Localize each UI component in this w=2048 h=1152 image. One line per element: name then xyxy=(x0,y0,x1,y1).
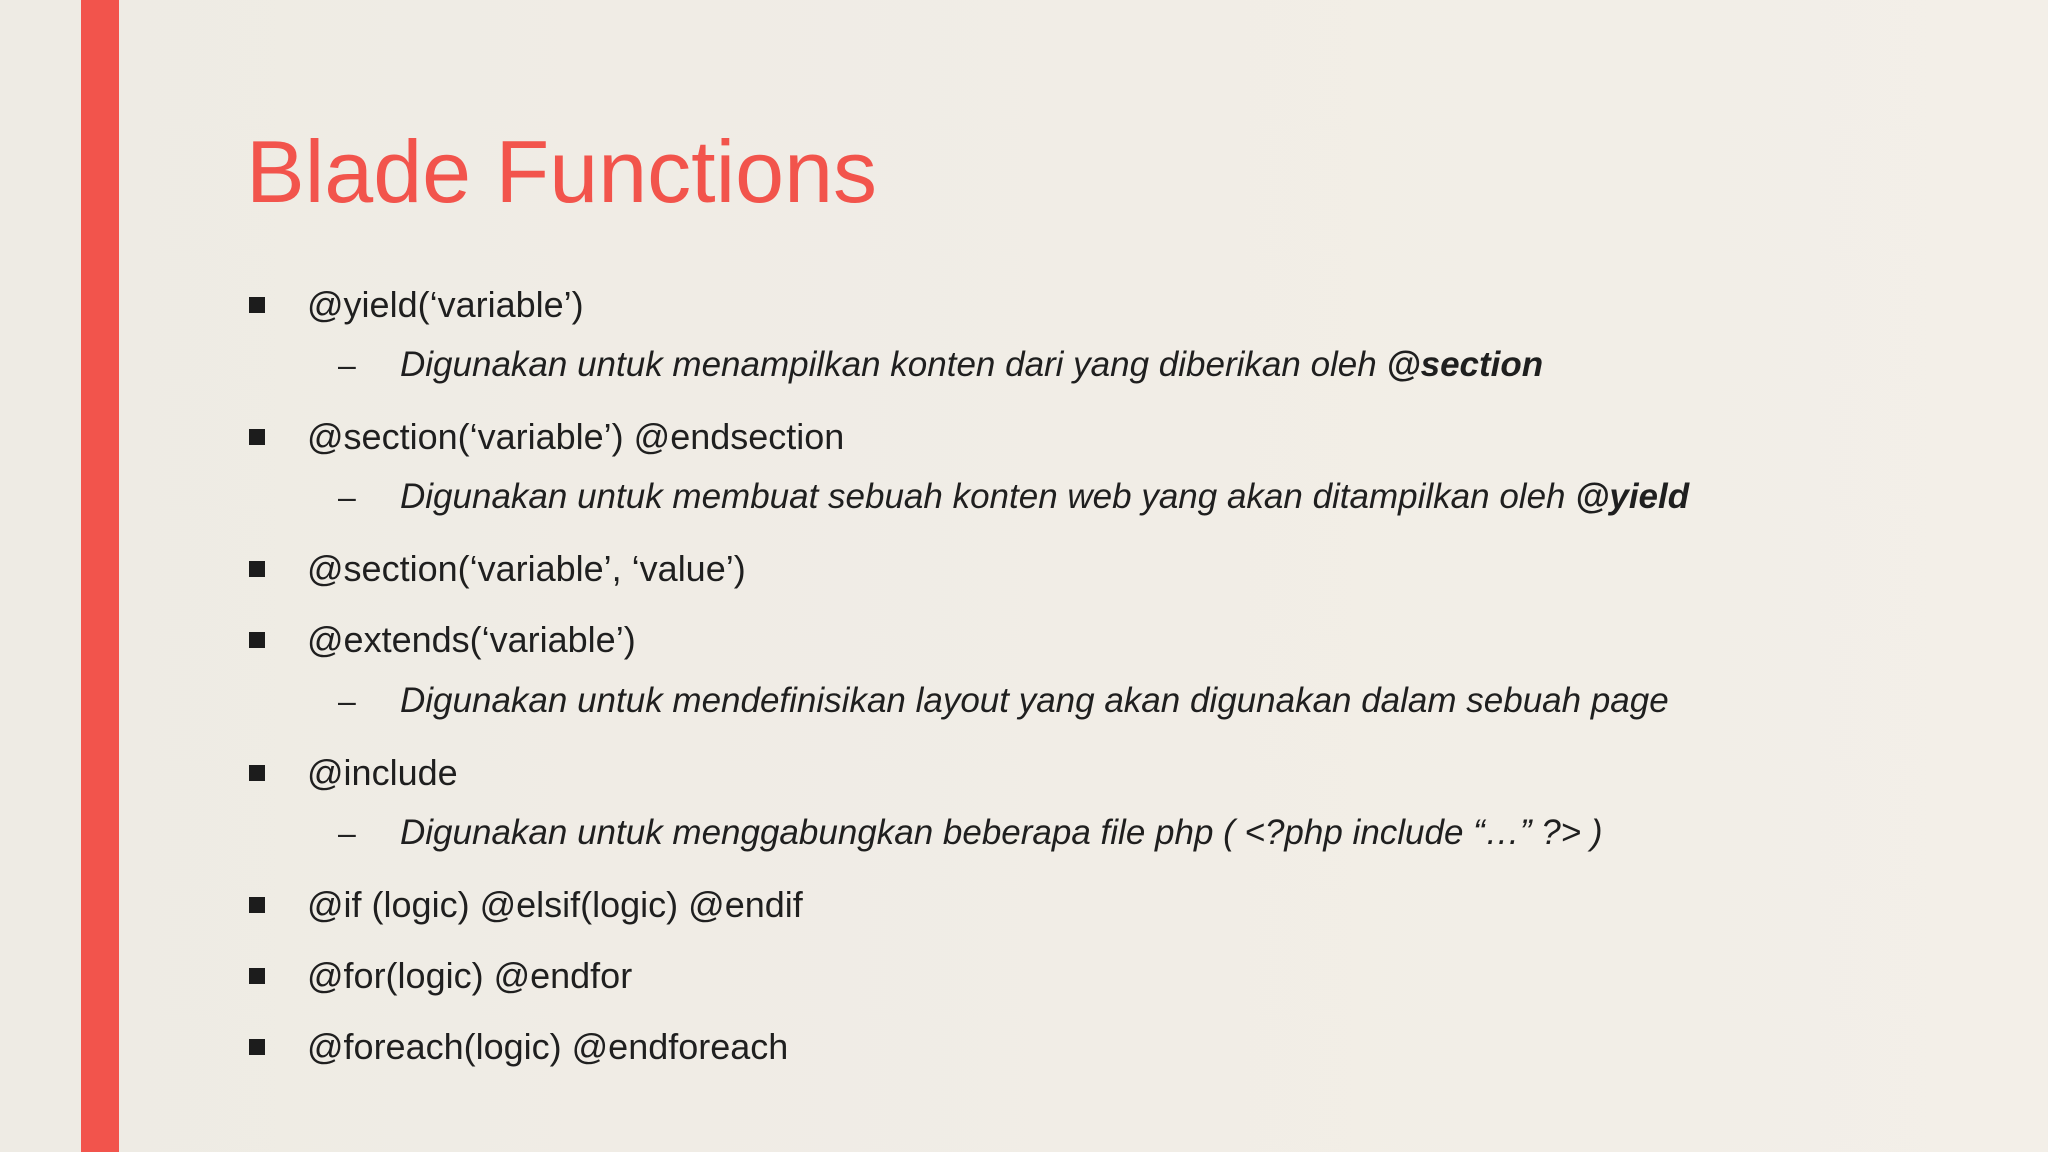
dash-bullet-icon: – xyxy=(338,815,356,851)
dash-bullet-icon: – xyxy=(338,347,356,383)
sub-bullet-yield-description xyxy=(338,341,1543,389)
sub-bullet-section-description xyxy=(338,473,1689,521)
bullet-text: @section(‘variable’) @endsection xyxy=(307,416,845,457)
bullet-foreach xyxy=(246,1023,788,1071)
bullet-square-icon xyxy=(249,561,265,577)
bullet-square-icon xyxy=(249,632,265,648)
slide-content xyxy=(246,0,1946,1152)
sub-bullet-description: Digunakan untuk membuat sebuah konten web yang akan ditampilkan oleh xyxy=(400,477,1566,516)
bullet-text: @include xyxy=(307,752,458,793)
dash-bullet-icon: – xyxy=(338,683,356,719)
accent-bar xyxy=(81,0,119,1152)
sub-bullet-description: Digunakan untuk mendefinisikan layout yang akan digunakan dalam sebuah page xyxy=(400,681,1669,720)
sub-bullet-description: Digunakan untuk menampilkan konten dari yang diberikan oleh xyxy=(400,345,1377,384)
bullet-text: @for(logic) @endfor xyxy=(307,955,633,996)
sub-bullet-include-description xyxy=(338,809,1603,857)
bullet-if xyxy=(246,881,803,929)
bullet-square-icon xyxy=(249,968,265,984)
sub-bullet-strong: @yield xyxy=(1575,477,1690,516)
bullet-text: @foreach(logic) @endforeach xyxy=(307,1026,789,1067)
bullet-include xyxy=(246,749,458,797)
bullet-for xyxy=(246,952,632,1000)
bullet-text: @extends(‘variable’) xyxy=(307,619,636,660)
bullet-extends xyxy=(246,616,636,664)
sub-bullet-description: Digunakan untuk menggabungkan beberapa file php ( <?php include “…” ?> ) xyxy=(400,813,1603,852)
sub-bullet-extends-description xyxy=(338,677,1669,725)
sub-bullet-strong: @section xyxy=(1386,345,1544,384)
bullet-yield xyxy=(246,281,584,329)
bullet-square-icon xyxy=(249,765,265,781)
bullet-square-icon xyxy=(249,297,265,313)
bullet-text: @if (logic) @elsif(logic) @endif xyxy=(307,884,803,925)
dash-bullet-icon: – xyxy=(338,479,356,515)
bullet-square-icon xyxy=(249,1039,265,1055)
bullet-square-icon xyxy=(249,897,265,913)
sub-bullet-text xyxy=(400,341,1543,389)
bullet-square-icon xyxy=(249,429,265,445)
bullet-section xyxy=(246,413,844,461)
slide-title: Blade Functions xyxy=(246,122,878,221)
sub-bullet-text xyxy=(400,473,1689,521)
bullet-section-value xyxy=(246,545,746,593)
bullet-text: @section(‘variable’, ‘value’) xyxy=(307,548,746,589)
bullet-text: @yield(‘variable’) xyxy=(307,284,584,325)
